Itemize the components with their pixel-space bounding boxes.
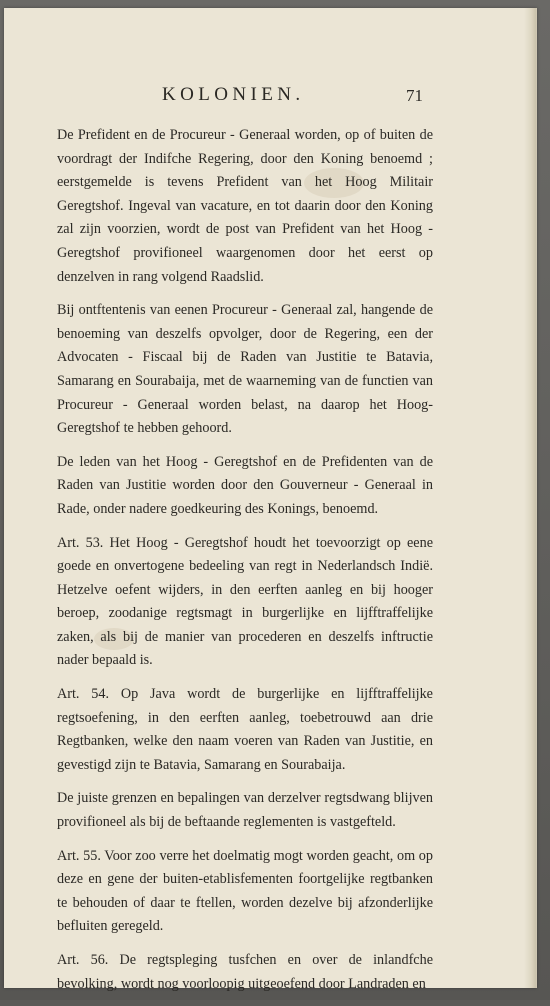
paragraph-6: De juiste grenzen en bepalingen van derzelver regtsdwang blijven provifioneel als bij de beftaande reglementen is vastgefteld. xyxy=(57,790,433,831)
page-header xyxy=(4,84,536,110)
paragraph-art-53: Art. 53. Het Hoog - Geregtshof houdt het toevoorzigt op eene goede en onvertogene bedeeling van regt in Nederlandsch Indië. Hetzelve oefent wijders, in den eerften aanleg en bij hooger beroep, zoodanige regtsmagt in burgerlijke en lijfftraffelijke zaken, als bij de manier van procederen en deszelfs inftructie nader bepaald is. xyxy=(57,534,433,669)
paragraph-3: De leden van het Hoog - Geregtshof en de Prefidenten van de Raden van Justitie worden door den Gouverneur - Generaal in Rade, onder nadere goedkeuring des Konings, benoemd. xyxy=(57,453,433,517)
paragraph-art-55: Art. 55. Voor zoo verre het doelmatig mogt worden geacht, om op deze en gene der buiten-etablisfementen foortgelijke regtbanken te behouden of daar te ftellen, worden dezelve bij afzonderlijke befluiten geregeld. xyxy=(57,847,433,935)
body-text xyxy=(57,124,433,1006)
paragraph-2: Bij ontftentenis van eenen Procureur - Generaal zal, hangende de benoeming van deszelfs opvolger, door de Regering, een der Advocaten - Fiscaal bij de Raden van Justitie te Batavia, Samarang en Sourabaija, met de waarneming van de functien van Procureur - Generaal worden belast, na daarop het Hoog-Geregtshof te hebben gehoord. xyxy=(57,302,433,437)
paragraph-1: De Prefident en de Procureur - Generaal worden, op of buiten de voordragt der Indifche Regering, door den Koning benoemd ; eerstgemelde is tevens Prefident van het Hoog Militair Geregtshof. Ingeval van vacature, en tot daarin door den Koning zal zijn voorzien, wordt de post van Prefident van het Hoog - Geregtshof provifioneel waargenomen door het eerst op denzelven in rang volgend Raadslid. xyxy=(57,127,433,285)
page-edge xyxy=(524,8,536,988)
paragraph-art-54: Art. 54. Op Java wordt de burgerlijke en lijfftraffelijke regtsoefening, in den eerften aanleg, toebetrouwd aan drie Regtbanken, welke den naam voeren van Raden van Justitie, en gevestigd zijn te Batavia, Samarang en Sourabaija. xyxy=(57,686,433,773)
page-number: 71 xyxy=(406,86,423,105)
paragraph-art-56: Art. 56. De regtspleging tusfchen en over de inlandfche bevolking, wordt nog voorloopig uitgeoefend door Landraden en xyxy=(57,952,433,992)
book-page xyxy=(4,8,537,992)
running-title: KOLONIEN. xyxy=(162,84,305,105)
